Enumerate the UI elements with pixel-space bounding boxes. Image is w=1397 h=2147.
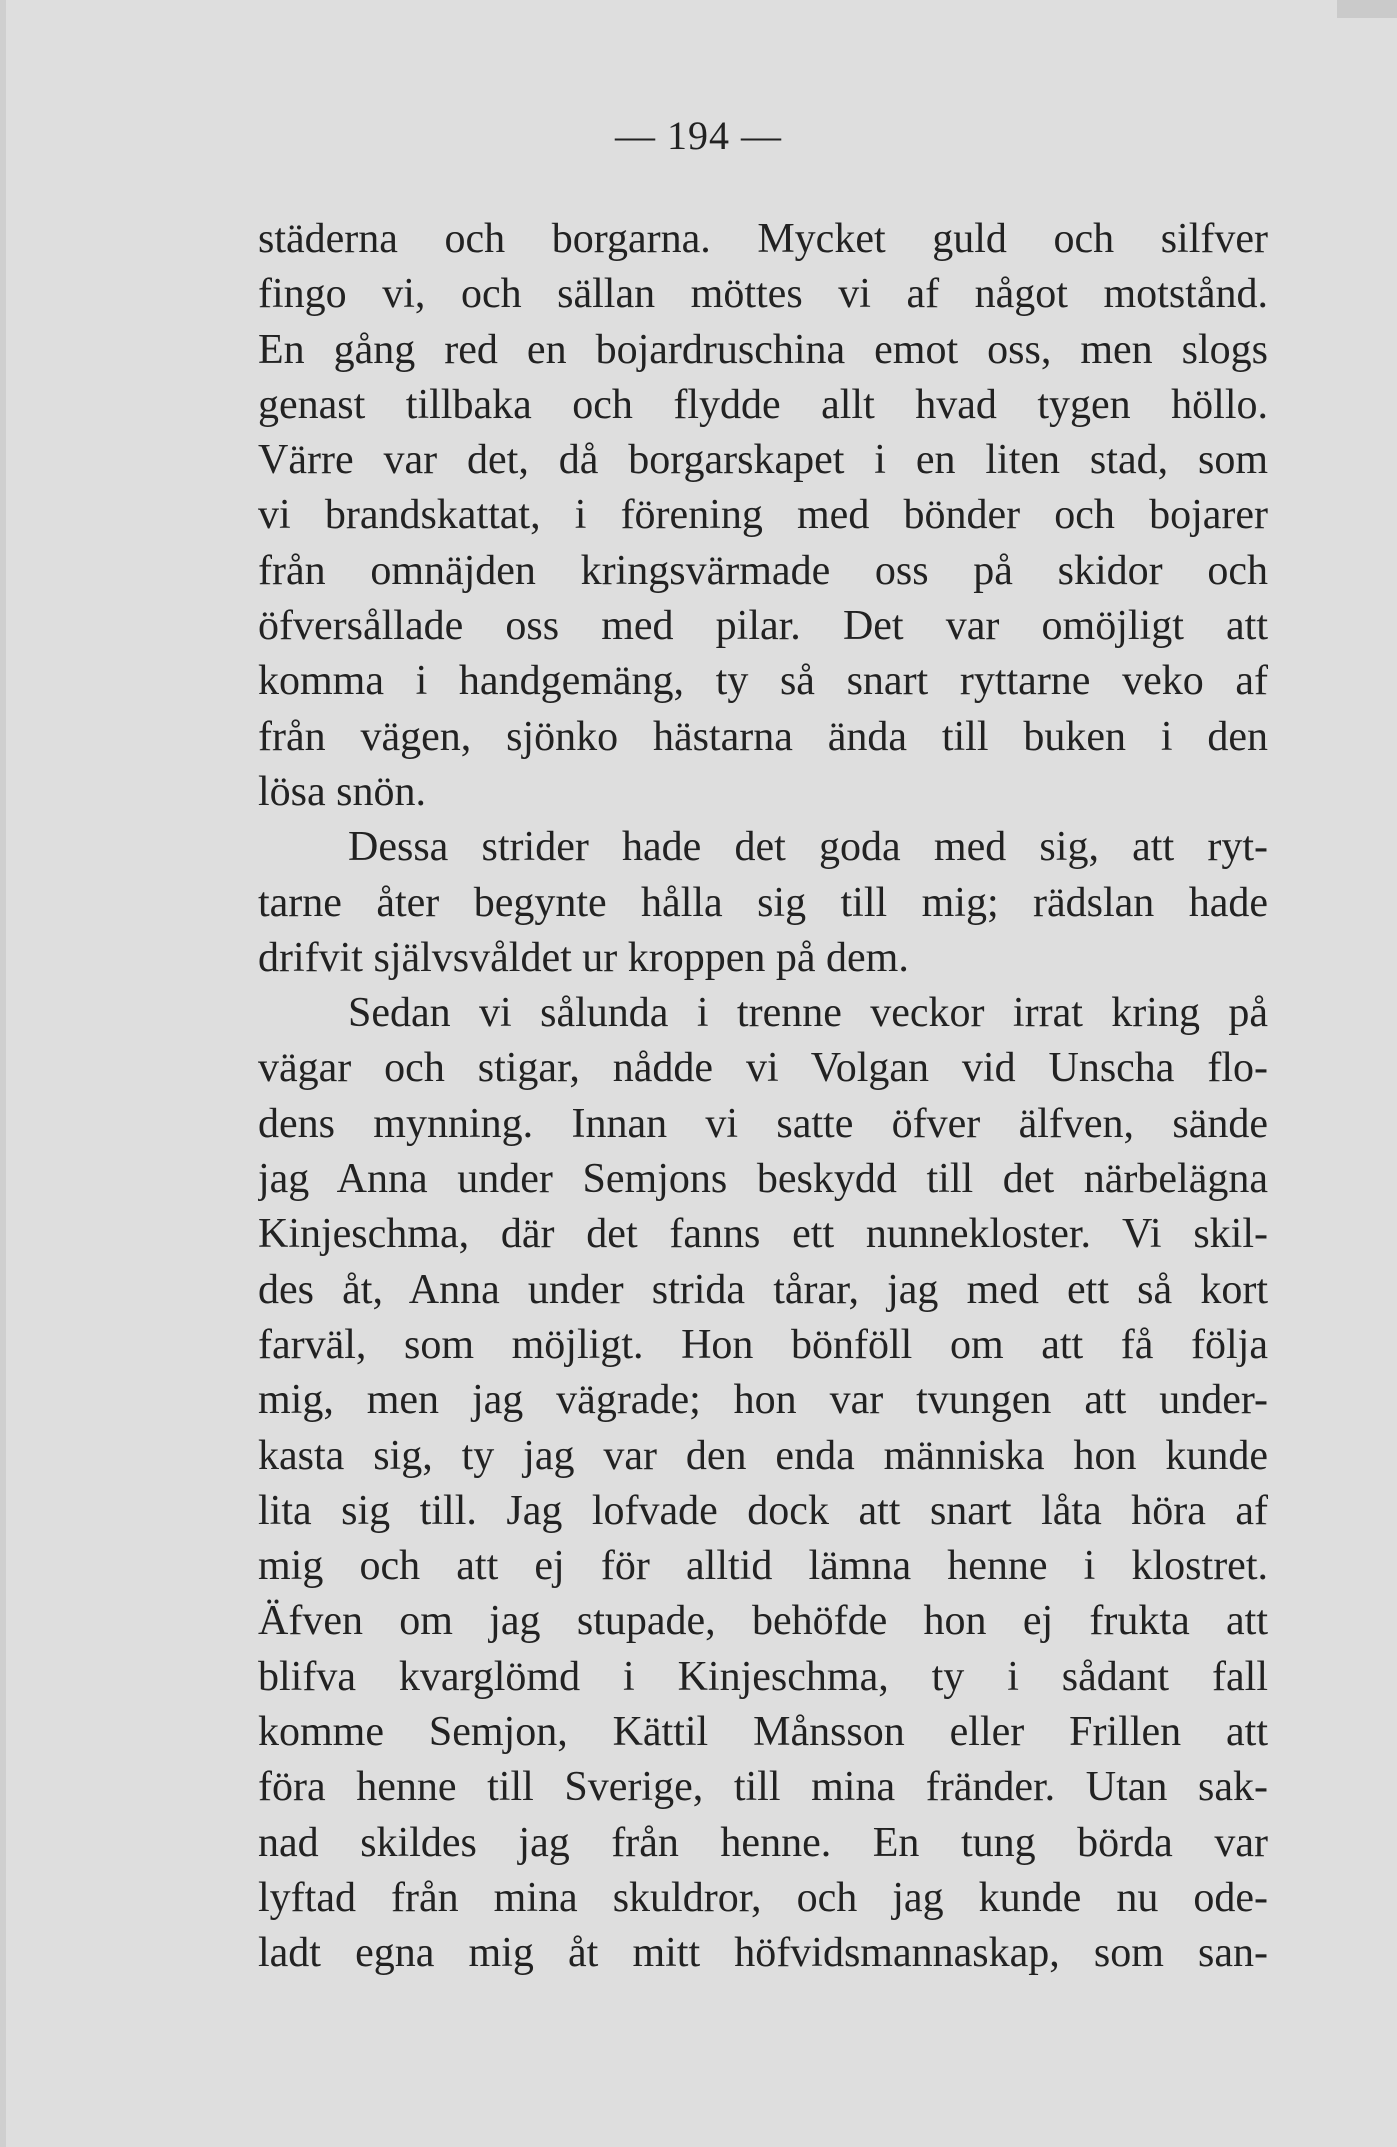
paragraph-end-line: lösa snön.	[258, 768, 426, 815]
text-line: mig, men jag vägrade; hon var tvungen att under-	[258, 1377, 1268, 1424]
text-line: dens mynning. Innan vi satte öfver älfven, sände	[258, 1100, 1268, 1147]
text-line: komme Semjon, Kättil Månsson eller Frillen att	[258, 1709, 1268, 1756]
text-line: des åt, Anna under strida tårar, jag med ett så kort	[258, 1266, 1268, 1313]
text-line: genast tillbaka och flydde allt hvad tygen höllo.	[258, 381, 1268, 428]
text-line: lita sig till. Jag lofvade dock att snart låta höra af	[258, 1487, 1268, 1534]
text-line: ladt egna mig åt mitt höfvidsmannaskap, som san-	[258, 1930, 1268, 1977]
text-line: nad skildes jag från henne. En tung börda var	[258, 1819, 1268, 1866]
text-line: fingo vi, och sällan möttes vi af något motstånd.	[258, 271, 1268, 318]
text-line: En gång red en bojardruschina emot oss, men slogs	[258, 326, 1268, 373]
text-line: lyftad från mina skuldror, och jag kunde nu ode-	[258, 1874, 1268, 1921]
text-line: farväl, som möjligt. Hon bönföll om att få följa	[258, 1321, 1268, 1368]
text-line: komma i handgemäng, ty så snart ryttarne veko af	[258, 658, 1268, 705]
text-line: öfversållade oss med pilar. Det var omöjligt att	[258, 603, 1268, 650]
text-line: vi brandskattat, i förening med bönder och bojarer	[258, 492, 1268, 539]
page-edge-shadow	[0, 0, 6, 2147]
text-line: föra henne till Sverige, till mina fränder. Utan sak-	[258, 1764, 1268, 1811]
page-number: — 194 —	[615, 113, 782, 158]
text-line: från vägen, sjönko hästarna ända till buken i den	[258, 713, 1268, 760]
text-line: blifva kvarglömd i Kinjeschma, ty i sådant fall	[258, 1653, 1268, 1700]
page-corner-shadow	[1337, 0, 1397, 18]
text-line: städerna och borgarna. Mycket guld och silfver	[258, 216, 1268, 262]
body-text	[258, 212, 1268, 1982]
text-line: tarne åter begynte hålla sig till mig; rädslan hade	[258, 879, 1268, 926]
text-line: Värre var det, då borgarskapet i en liten stad, som	[258, 437, 1268, 484]
text-line: Äfven om jag stupade, behöfde hon ej frukta att	[258, 1598, 1268, 1645]
text-line: jag Anna under Semjons beskydd till det närbelägna	[258, 1156, 1268, 1203]
paragraph-start-line: Dessa strider hade det goda med sig, att ryt-	[348, 824, 1268, 871]
text-line: från omnäjden kringsvärmade oss på skidor och	[258, 547, 1268, 594]
paragraph-start-line: Sedan vi sålunda i trenne veckor irrat kring på	[348, 990, 1268, 1037]
text-line: kasta sig, ty jag var den enda människa hon kunde	[258, 1432, 1268, 1479]
text-line: vägar och stigar, nådde vi Volgan vid Unscha flo-	[258, 1045, 1268, 1092]
paragraph-end-line: drifvit självsvåldet ur kroppen på dem.	[258, 934, 909, 981]
text-line: mig och att ej för alltid lämna henne i klostret.	[258, 1543, 1268, 1590]
text-line: Kinjeschma, där det fanns ett nunnekloster. Vi skil-	[258, 1211, 1268, 1258]
